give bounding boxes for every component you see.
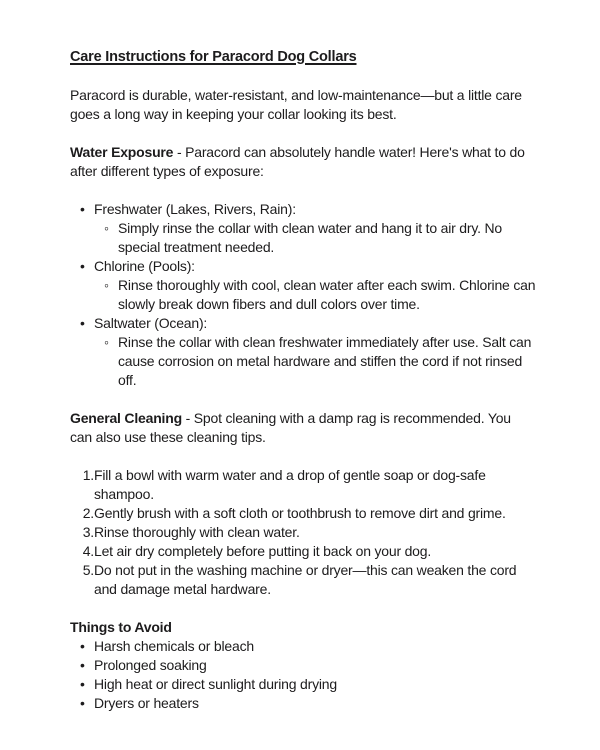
circle-bullet-icon: ◦ xyxy=(104,334,109,350)
circle-bullet-icon: ◦ xyxy=(104,277,109,293)
disc-bullet-icon: • xyxy=(80,676,85,692)
list-item-text: Dryers or heaters xyxy=(94,695,199,711)
list-item xyxy=(80,257,536,314)
intro-paragraph: Paracord is durable, water-resistant, and low-maintenance—but a little care goes a long way in keeping your collar looking its best. xyxy=(70,87,522,122)
step-number: 3. xyxy=(82,524,94,540)
list-item xyxy=(80,200,536,257)
list-item-text: Prolonged soaking xyxy=(94,657,207,673)
water-exposure-heading: Water Exposure xyxy=(70,144,174,160)
general-cleaning-heading: General Cleaning xyxy=(70,410,182,426)
disc-bullet-icon: • xyxy=(80,201,85,217)
list-item xyxy=(80,314,536,390)
document-title: Care Instructions for Paracord Dog Collars xyxy=(70,49,357,65)
list-item xyxy=(80,637,536,656)
water-exposure-text: - Paracord can absolutely handle water! Here's what to do after different types of exposure: xyxy=(70,144,525,179)
step-number: 1. xyxy=(82,467,94,483)
list-item-text: Harsh chemicals or bleach xyxy=(94,638,254,654)
step-text: Do not put in the washing machine or dryer—this can weaken the cord and damage metal hardware. xyxy=(94,562,517,597)
step-number: 2. xyxy=(82,505,94,521)
step-item xyxy=(82,523,536,542)
list-item-label: Chlorine (Pools): xyxy=(94,258,195,274)
step-item xyxy=(82,466,536,504)
disc-bullet-icon: • xyxy=(80,695,85,711)
step-text: Rinse thoroughly with clean water. xyxy=(94,524,300,540)
list-item-text: High heat or direct sunlight during drying xyxy=(94,676,337,692)
general-cleaning-text: - Spot cleaning with a damp rag is recommended. You can also use these cleaning tips. xyxy=(70,410,511,445)
things-to-avoid-list xyxy=(70,637,536,713)
step-text: Fill a bowl with warm water and a drop of gentle soap or dog-safe shampoo. xyxy=(94,467,486,502)
step-text: Gently brush with a soft cloth or toothbrush to remove dirt and grime. xyxy=(94,505,506,521)
disc-bullet-icon: • xyxy=(80,638,85,654)
water-exposure-paragraph xyxy=(70,143,536,181)
step-item xyxy=(82,542,536,561)
sub-item-text: Simply rinse the collar with clean water and hang it to air dry. No special treatment needed. xyxy=(118,220,502,255)
list-item-label: Saltwater (Ocean): xyxy=(94,315,208,331)
disc-bullet-icon: • xyxy=(80,258,85,274)
water-exposure-list xyxy=(70,200,536,390)
disc-bullet-icon: • xyxy=(80,657,85,673)
things-to-avoid-heading: Things to Avoid xyxy=(70,619,172,635)
list-item xyxy=(80,694,536,713)
sub-list xyxy=(104,333,536,390)
sub-item-text: Rinse the collar with clean freshwater immediately after use. Salt can cause corrosion on metal hardware and stiffen the cord if not rinsed off. xyxy=(118,334,532,388)
disc-bullet-icon: • xyxy=(80,315,85,331)
step-number: 5. xyxy=(82,562,94,578)
sub-list xyxy=(104,219,536,257)
cleaning-steps-list xyxy=(70,466,536,599)
step-number: 4. xyxy=(82,543,94,559)
list-item-label: Freshwater (Lakes, Rivers, Rain): xyxy=(94,201,296,217)
sub-list-item xyxy=(104,219,536,257)
sub-list xyxy=(104,276,536,314)
step-text: Let air dry completely before putting it back on your dog. xyxy=(94,543,432,559)
step-item xyxy=(82,504,536,523)
sub-item-text: Rinse thoroughly with cool, clean water after each swim. Chlorine can slowly break down fibers and dull colors over time. xyxy=(118,277,536,312)
general-cleaning-paragraph xyxy=(70,409,536,447)
list-item xyxy=(80,656,536,675)
step-item xyxy=(82,561,536,599)
sub-list-item xyxy=(104,276,536,314)
sub-list-item xyxy=(104,333,536,390)
list-item xyxy=(80,675,536,694)
circle-bullet-icon: ◦ xyxy=(104,220,109,236)
